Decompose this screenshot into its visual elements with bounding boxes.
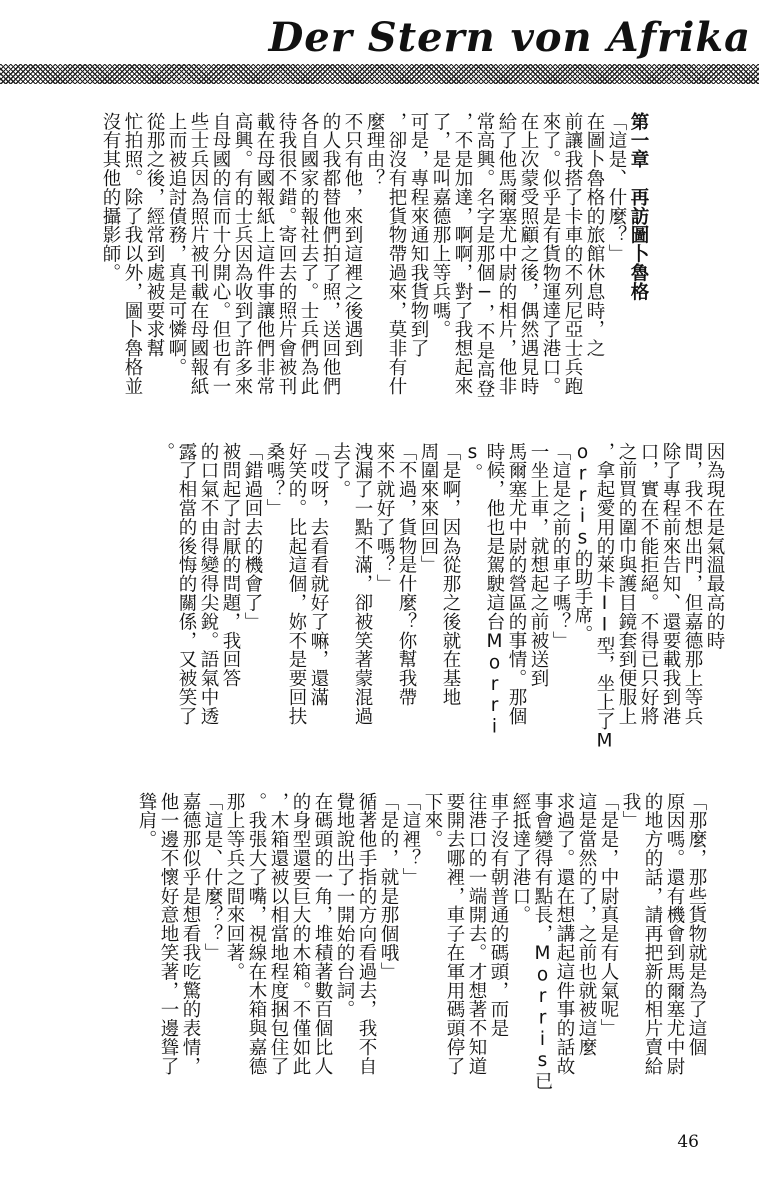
- text-line: 原因嗎。還有機會到馬爾塞尤中尉: [664, 792, 685, 1076]
- page-number: 46: [677, 1132, 699, 1152]
- text-line: 來了。似乎是有貨物運達了港口。: [540, 112, 561, 396]
- text-line: ，不是加達，啊啊，對了我想起來: [452, 112, 473, 396]
- text-line: ，木箱還被以相當地程度捆包住了: [268, 792, 289, 1076]
- text-line: 的身型還要巨大的木箱。不僅如此: [290, 792, 311, 1076]
- text-line: 「不過，貨物是什麼？你幫我帶: [396, 442, 417, 707]
- text-line: 他一邊不懷好意地笑著，一邊聳了: [158, 792, 179, 1076]
- text-line: 要開去哪裡，車子在軍用碼頭停了: [444, 792, 465, 1076]
- text-line: 的口氣不由得變得尖銳。語氣中透: [198, 442, 219, 726]
- text-line: 這是當然的了，之前也就被這麼: [576, 792, 597, 1057]
- text-line: 往港口的一端開去。才想著不知道: [466, 792, 487, 1076]
- text-line: 「錯過回去的機會了」: [242, 442, 263, 631]
- text-line: 各自國家的報社去了。士兵們為此: [298, 112, 319, 396]
- text-line: 載在母國報紙上這件事讓他們非常: [254, 112, 275, 396]
- text-line: 事會變得有點長，Morris已: [532, 792, 553, 1091]
- text-line: 來不就好了嗎？」: [374, 442, 395, 594]
- text-line: 我」: [620, 792, 641, 830]
- text-line: 沒有其他的攝影師。: [100, 112, 121, 283]
- chapter-heading: 第一章 再訪圖卜魯格: [628, 112, 649, 301]
- text-line: 的地方的話，請再把新的相片賣給: [642, 792, 663, 1076]
- text-line: 「那麼，那些貨物就是為了這個: [686, 792, 707, 1057]
- text-line: 「這是之前的車子嗎？」: [550, 442, 571, 650]
- text-line: 間，我不想出門，但嘉德那上等兵: [682, 442, 703, 726]
- text-line: 洩漏了一點不滿，卻被笑著蒙混過: [352, 442, 373, 726]
- text-line: 「哎呀，去看看就好了嘛，還滿: [308, 442, 329, 707]
- text-line: 忙拍照。除了我以外，圖卜魯格並: [122, 112, 143, 396]
- text-line: 嘉德那似乎是想看我吃驚的表情，: [180, 792, 201, 1076]
- text-line: ，拿起愛用的萊卡II型，坐上了M: [594, 442, 615, 752]
- text-line: 「這是、什麼？？」: [202, 792, 223, 963]
- text-line: 一坐上車，就想起之前被送到: [528, 442, 549, 688]
- text-line: orris的助手席。: [572, 442, 593, 644]
- text-line: 在圖卜魯格的旅館休息時，之: [584, 112, 605, 358]
- text-line: 之前買的圍巾與護目鏡套到便服上: [616, 442, 637, 726]
- text-line: 馬爾塞尤中尉的營區的事情。那個: [506, 442, 527, 726]
- text-line: 了，是叫嘉德那上等兵嗎。: [430, 112, 451, 339]
- text-line: 因為現在是氣溫最高的時: [704, 442, 725, 650]
- text-line: 常高興。名字是那個─，不是高登: [474, 112, 495, 398]
- text-line: 那上等兵之間來回著。: [224, 792, 245, 981]
- text-line: 不只有他，來到這裡之後遇到: [342, 112, 363, 358]
- page-header-title: Der Stern von Afrika: [268, 14, 751, 61]
- text-line: 給了他馬爾塞尤中尉的相片，他非: [496, 112, 517, 396]
- text-line: 經抵達了港口。: [510, 792, 531, 925]
- text-line: 在碼頭的一角，堆積著數百個比人: [312, 792, 333, 1076]
- text-block-top: [99, 112, 649, 412]
- text-line: 求過了。還在想講起這件事的話故: [554, 792, 575, 1076]
- text-line: 露了相當的後悔的關係，又被笑了: [176, 442, 197, 726]
- text-line: 高興。有的士兵因為收到了許多來: [232, 112, 253, 396]
- text-line: 聳肩。: [136, 792, 157, 849]
- text-line: 「是的，就是那個哦」: [378, 792, 399, 981]
- text-line: 自母國的信而十分開心。但也有一: [210, 112, 231, 396]
- text-line: 。: [154, 442, 175, 461]
- text-line: 可是，專程來通知我貨物到了: [408, 112, 429, 358]
- text-line: 好笑的。比起這個，妳不是要回扶: [286, 442, 307, 726]
- text-line: 下來。: [422, 792, 443, 849]
- text-line: 時候，他也是駕駛這台Morri: [484, 442, 505, 738]
- text-block-middle: [153, 442, 725, 772]
- text-line: 循著他手指的方向看過去，我不自: [356, 792, 377, 1076]
- text-line: 的人我都替他們拍了照，送回他們: [320, 112, 341, 396]
- text-line: 在上次蒙受照顧之後，偶然遇見時: [518, 112, 539, 396]
- text-line: 除了專程前來告知、還要載我到港: [660, 442, 681, 726]
- text-line: ，卻沒有把貨物帶過來，莫非有什: [386, 112, 407, 396]
- text-line: 車子沒有朝普通的碼頭，而是: [488, 792, 509, 1038]
- text-line: 「是是，中尉真是有人氣呢」: [598, 792, 619, 1038]
- text-line: 覺地說出了一開始的台詞。: [334, 792, 355, 1019]
- text-line: s。: [462, 442, 483, 483]
- text-line: 周圍來來回回」: [418, 442, 439, 575]
- text-line: 「這是、什麼？」: [606, 112, 627, 264]
- text-block-bottom: [135, 792, 707, 1112]
- header-hatched-band: [0, 64, 759, 84]
- text-line: 口，實在不能拒絕。不得已只好將: [638, 442, 659, 726]
- text-line: 待我很不錯。寄回去的照片會被刊: [276, 112, 297, 396]
- text-line: 去了。: [330, 442, 351, 499]
- text-line: 。我張大了嘴，視線在木箱與嘉德: [246, 792, 267, 1076]
- text-line: 前讓我搭了卡車的不列尼亞士兵跑: [562, 112, 583, 396]
- text-line: 「這裡？」: [400, 792, 421, 887]
- text-line: 桑嗎？」: [264, 442, 285, 518]
- text-line: 些士兵因為照片被刊載在母國報紙: [188, 112, 209, 396]
- text-line: 「是啊，因為從那之後就在基地: [440, 442, 461, 707]
- text-line: 上而被追討債務，真是可憐啊。: [166, 112, 187, 377]
- text-line: 被問起了討厭的問題，我回答: [220, 442, 241, 688]
- text-line: 麼理由？: [364, 112, 385, 188]
- text-line: 從那之後，經常到處被要求幫: [144, 112, 165, 358]
